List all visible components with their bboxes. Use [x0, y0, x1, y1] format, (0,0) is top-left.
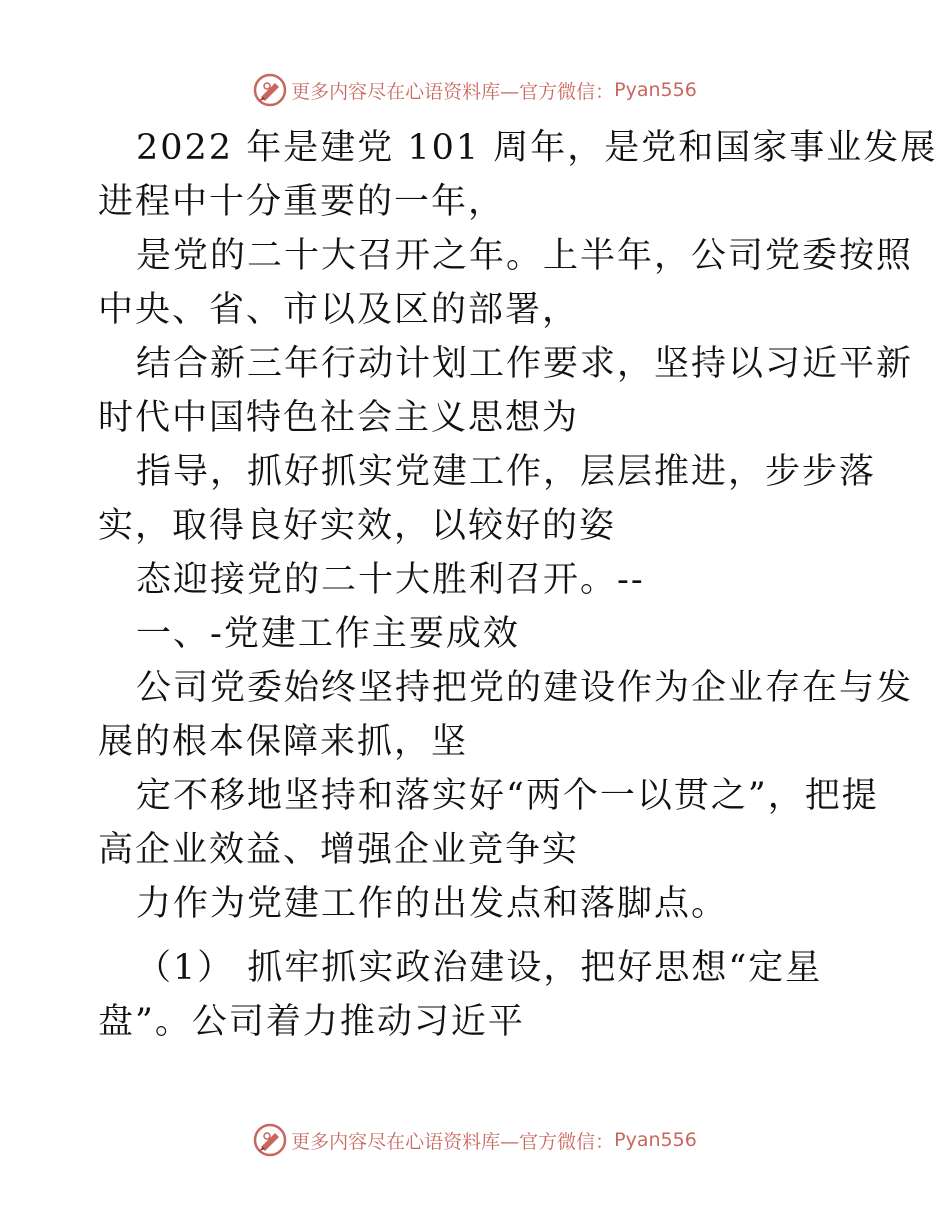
- body-line: 公司党委始终坚持把党的建设作为企业存在与发: [136, 668, 914, 708]
- body-line: 高企业效益、增强企业竞争实: [98, 830, 580, 870]
- logo-icon: [253, 1123, 287, 1157]
- body-line: 指导，抓好抓实党建工作，层层推进，步步落: [136, 452, 877, 492]
- body-line: 力作为党建工作的出发点和落脚点。: [136, 884, 729, 924]
- body-line: 2022 年是建党 101 周年，是党和国家事业发展: [136, 128, 938, 168]
- body-line: 结合新三年行动计划工作要求，坚持以习近平新: [136, 344, 914, 384]
- body-line: 实，取得良好实效，以较好的姿: [98, 506, 617, 546]
- section-heading: 一、-党建工作主要成效: [136, 614, 520, 654]
- watermark-handle: Pyan556: [614, 1129, 697, 1151]
- body-line: 中央、省、市以及区的部署，: [98, 290, 580, 330]
- body-line: 是党的二十大召开之年。上半年，公司党委按照: [136, 236, 914, 276]
- body-line: 展的根本保障来抓，坚: [98, 722, 469, 762]
- document-body: [98, 121, 938, 1049]
- header-watermark: [0, 70, 950, 110]
- body-line: 态迎接党的二十大胜利召开。--: [136, 560, 645, 600]
- body-line: 盘”。公司着力推动习近平: [98, 1002, 525, 1042]
- watermark-handle: Pyan556: [614, 79, 697, 101]
- footer-watermark: [0, 1120, 950, 1160]
- logo-icon: [253, 73, 287, 107]
- body-line: 进程中十分重要的一年，: [98, 182, 506, 222]
- body-line: 定不移地坚持和落实好“两个一以贯之”，把提: [136, 776, 879, 816]
- subsection-heading: （1） 抓牢抓实政治建设，把好思想“定星: [136, 948, 823, 988]
- watermark-text: 更多内容尽在心语资料库—官方微信：: [291, 80, 615, 103]
- watermark-text: 更多内容尽在心语资料库—官方微信：: [291, 1130, 615, 1153]
- body-line: 时代中国特色社会主义思想为: [98, 398, 580, 438]
